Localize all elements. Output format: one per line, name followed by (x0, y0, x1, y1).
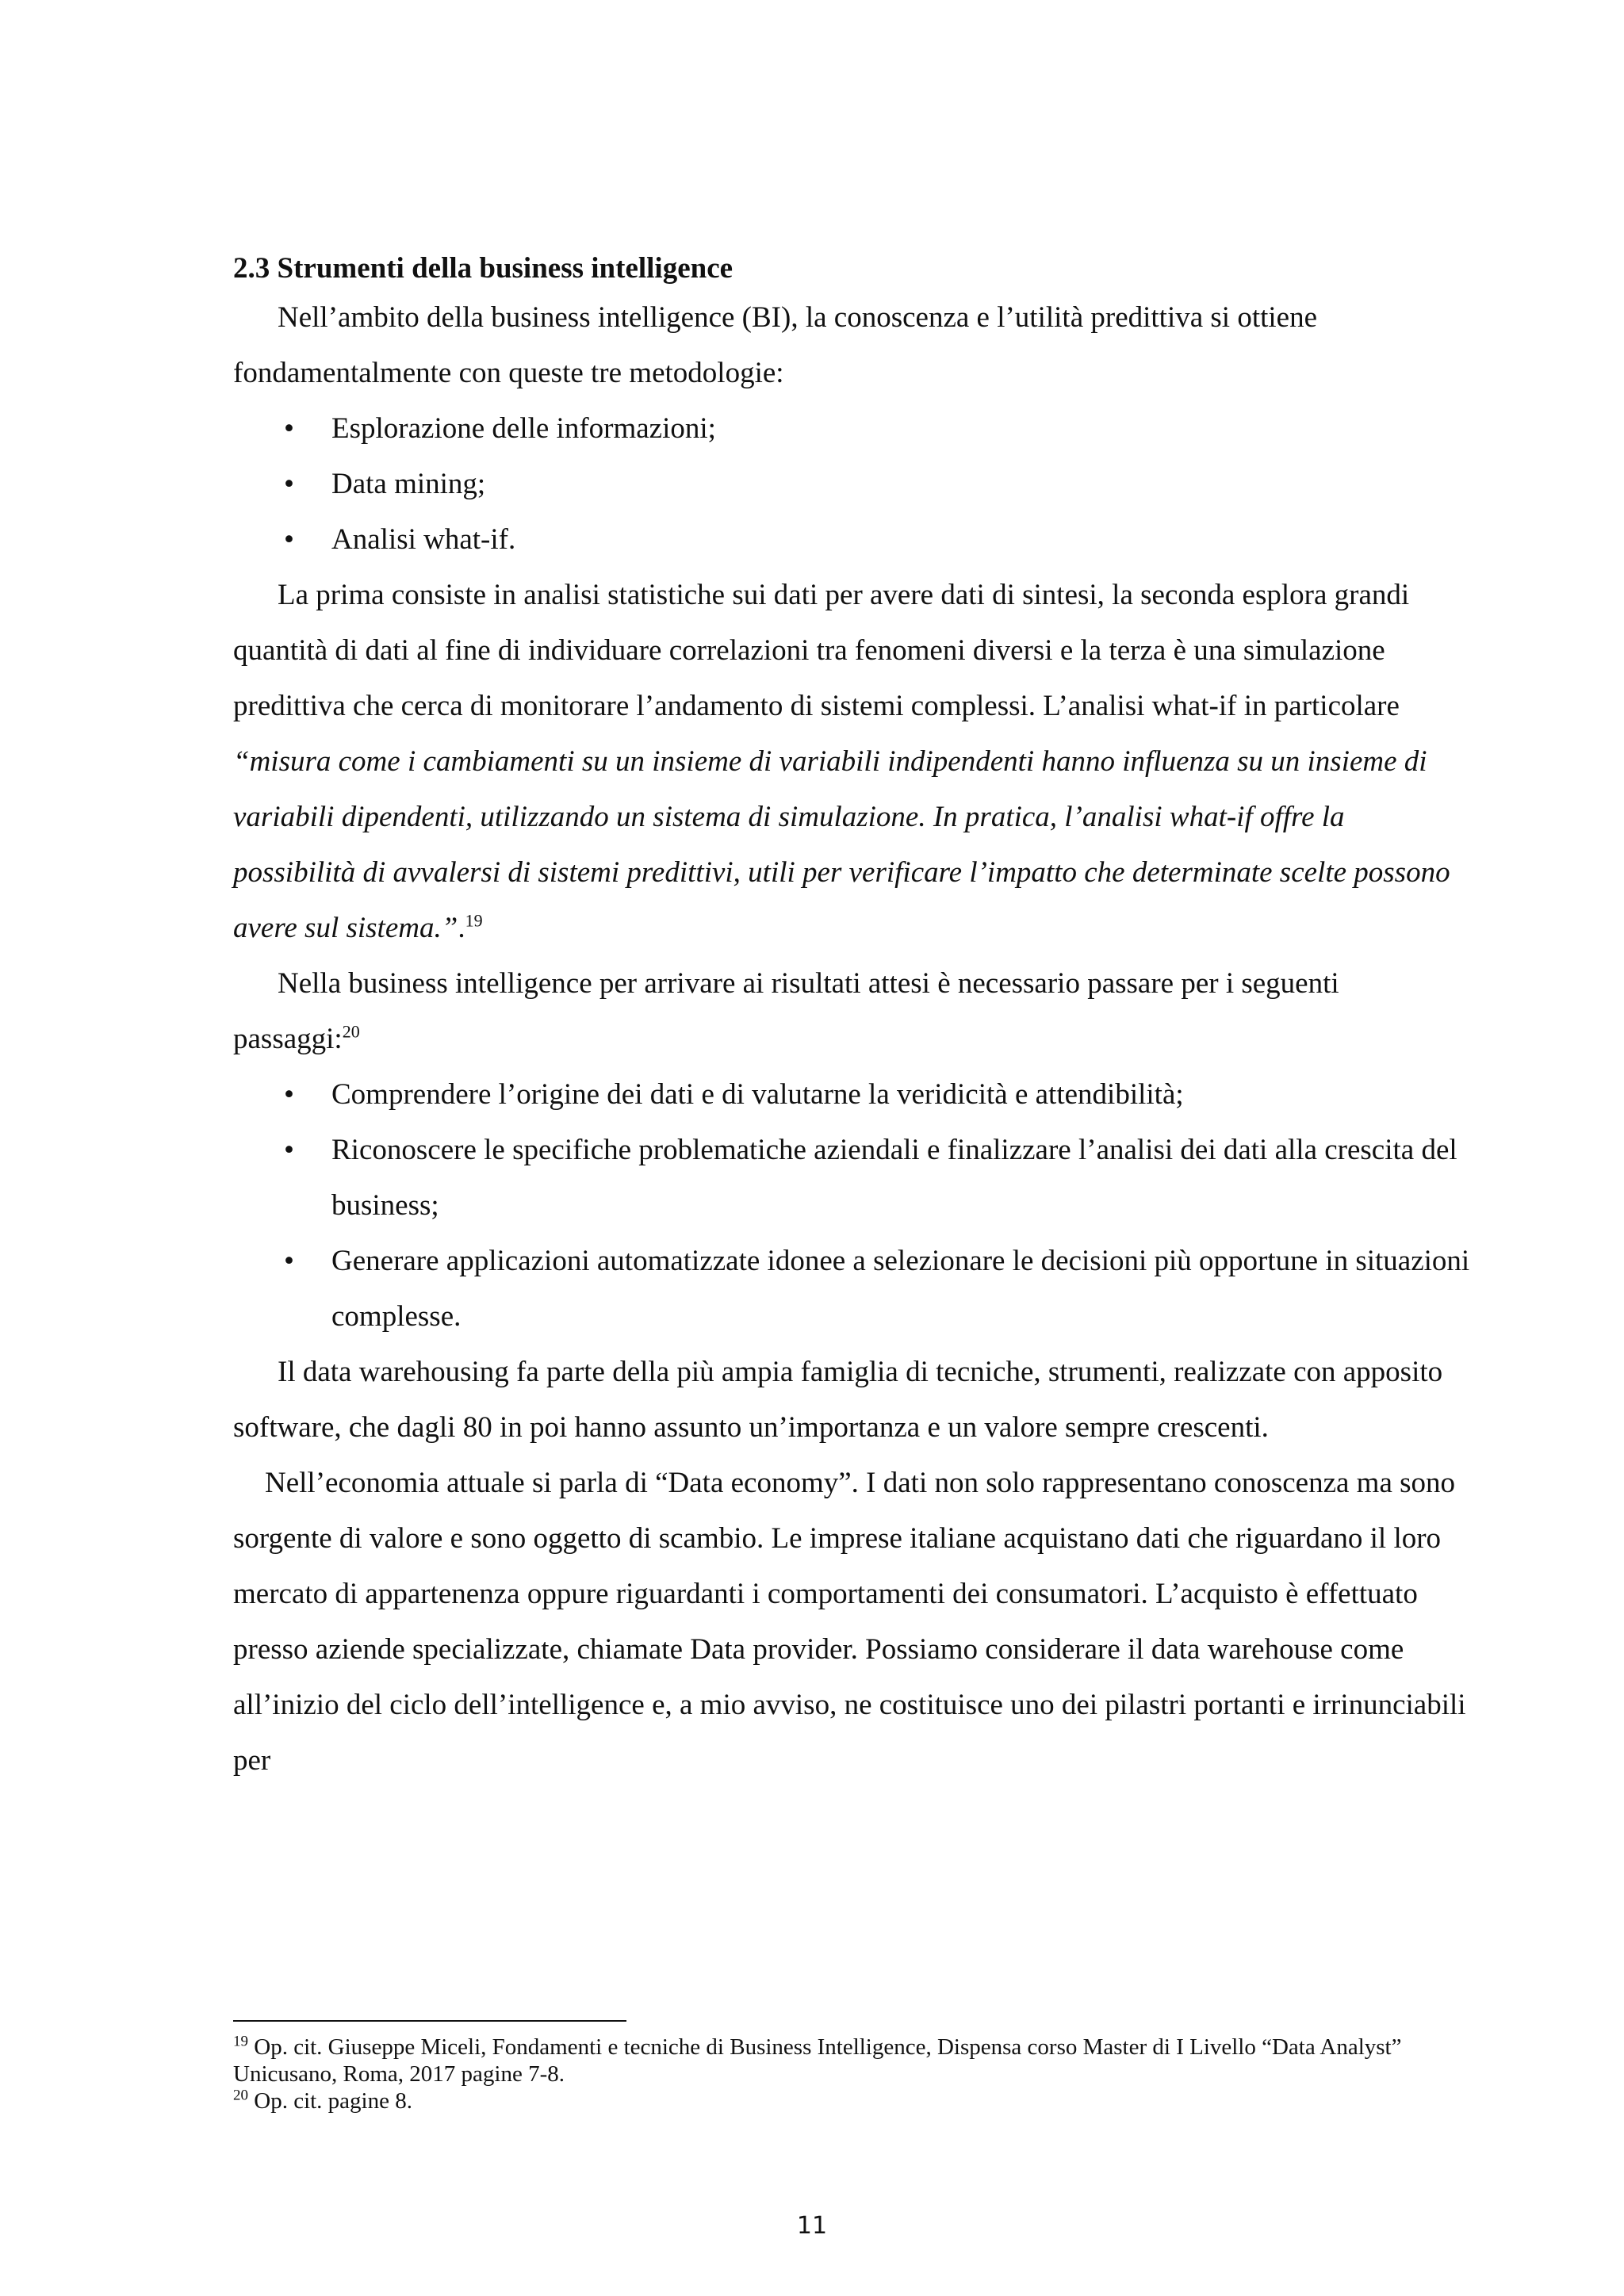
footnote-separator (233, 2020, 626, 2022)
footnote-reference[interactable]: 19 (465, 910, 483, 931)
footnotes (233, 2034, 1470, 2114)
list-item: • Esplorazione delle informazioni; (233, 401, 1470, 457)
paragraph-text: La prima consiste in analisi statistiche sui dati per avere dati di sintesi, la seconda esplora grandi quantità di dati al fine di individuare correlazioni tra fenomeni diversi e la terza è una simulazione predittiva che cerca di monitorare l’andamento di sistemi complessi. L’analisi what-if in particolare (233, 579, 1410, 722)
page-body (233, 252, 1470, 1789)
data-warehousing-paragraph: Il data warehousing fa parte della più ampia famiglia di tecniche, strumenti, realizzate con apposito software, che dagli 80 in poi hanno assunto un’importanza e un valore sempre crescenti. (233, 1356, 1443, 1444)
data-economy-paragraph: Nell’economia attuale si parla di “Data economy”. I dati non solo rappresentano conoscenza ma sono sorgente di valore e sono oggetto di scambio. Le imprese italiane acquistano dati che riguardano il loro mercato di appartenenza oppure riguardanti i comportamenti dei consumatori. L’acquisto è effettuato presso aziende specializzate, chiamate Data provider. Possiamo considerare il data warehouse come all’inizio del ciclo dell’intelligence e, a mio avviso, ne costituisce uno dei pilastri portanti e irrinunciabili per (233, 1467, 1466, 1777)
footnote (233, 2034, 1470, 2087)
list-item: • Comprendere l’origine dei dati e di valutarne la veridicità e attendibilità; (233, 1067, 1470, 1123)
page-number: 11 (796, 2212, 828, 2240)
paragraph-text: . (458, 912, 465, 944)
paragraph-text: Nella business intelligence per arrivare ai risultati attesi è necessario passare per i seguenti passaggi: (233, 967, 1339, 1055)
steps-intro-paragraph (233, 956, 1470, 1067)
footnote-text: Op. cit. Giuseppe Miceli, Fondamenti e tecniche di Business Intelligence, Dispensa corso Master di I Livello “Data Analyst” Unicusano, Roma, 2017 pagine 7-8. (233, 2034, 1402, 2087)
intro-paragraph: Nell’ambito della business intelligence (BI), la conoscenza e l’utilità predittiva si ottiene fondamentalmente con queste tre metodologie: (233, 301, 1318, 389)
footnote-text: Op. cit. pagine 8. (248, 2088, 412, 2114)
steps-list (233, 1067, 1470, 1345)
section-heading: 2.3 Strumenti della business intelligence (233, 252, 733, 285)
footnote-number: 20 (233, 2087, 248, 2104)
quotation: “misura come i cambiamenti su un insieme di variabili indipendenti hanno influenza su un insieme di variabili dipendenti, utilizzando un sistema di simulazione. In pratica, l’analisi what-if offre la possibilità di avvalersi di sistemi predittivi, utili per verificare l’impatto che determinate scelte possono avere sul sistema.” (233, 745, 1450, 944)
list-item: • Analisi what-if. (233, 512, 1470, 568)
footnote (233, 2087, 1470, 2114)
methods-list (233, 401, 1470, 568)
list-item: • Riconoscere le specifiche problematiche aziendali e finalizzare l’analisi dei dati alla crescita del business; (233, 1123, 1470, 1234)
list-item: • Generare applicazioni automatizzate idonee a selezionare le decisioni più opportune in situazioni complesse. (233, 1234, 1470, 1345)
list-item: • Data mining; (233, 457, 1470, 512)
footnote-reference[interactable]: 20 (342, 1021, 360, 1042)
what-if-paragraph (233, 568, 1470, 956)
footnote-number: 19 (233, 2033, 248, 2050)
